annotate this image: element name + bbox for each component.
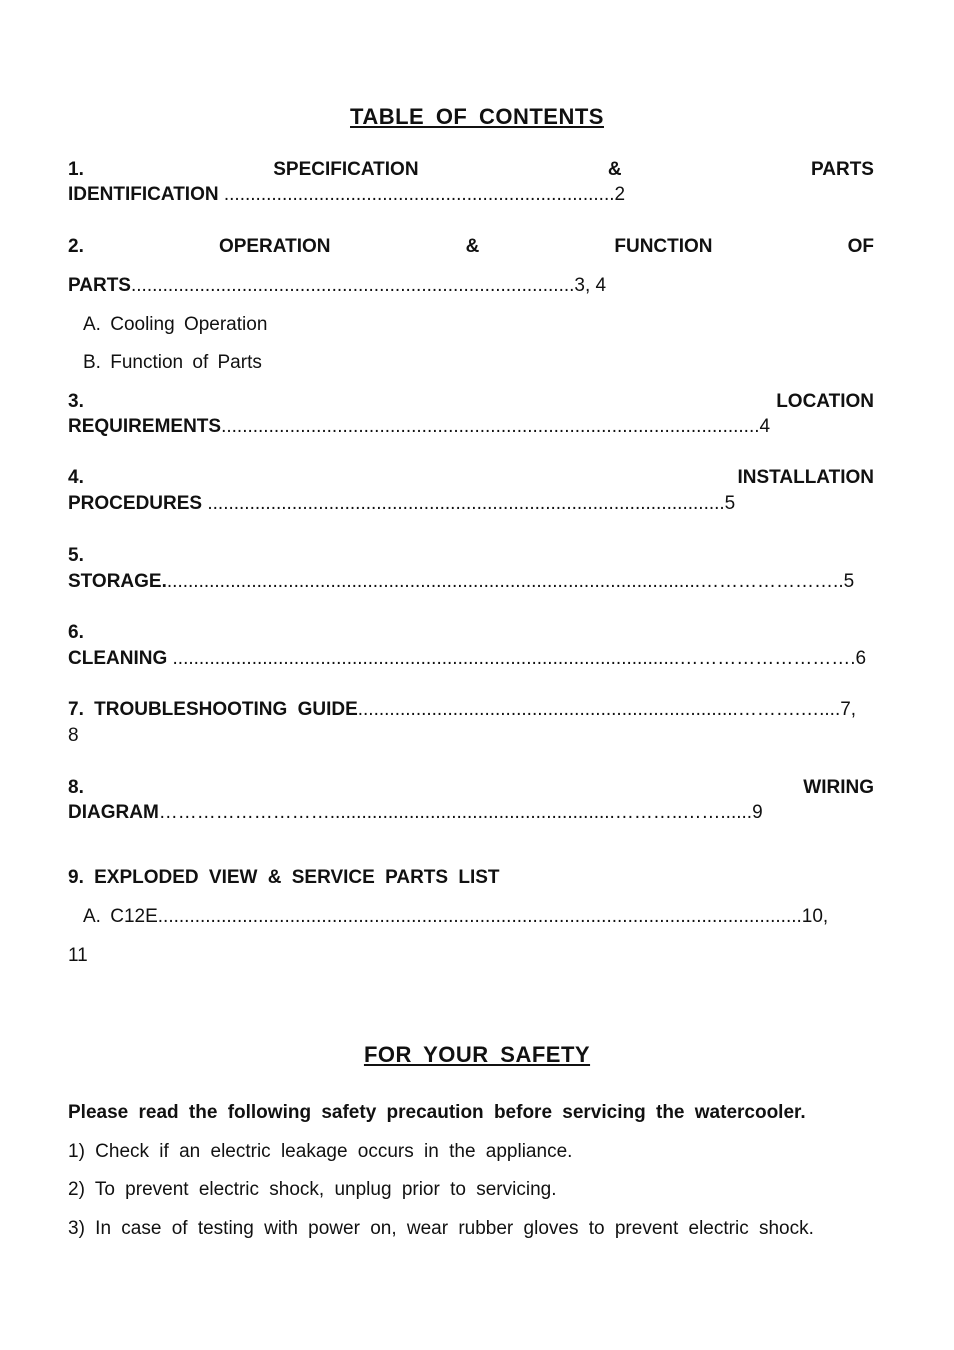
toc-entry-4-line2: PROCEDURES ..................................................................................................5 [68, 493, 736, 514]
toc-entry-1-line2: IDENTIFICATION ..........................................................................2 [68, 184, 626, 205]
toc-entry-7-line2: 8 [68, 725, 79, 746]
toc-entry-2-line1: 2. OPERATION & FUNCTION OF [68, 236, 874, 257]
safety-item: 1) Check if an electric leakage occurs in the appliance. [68, 1141, 573, 1162]
toc-title: TABLE OF CONTENTS [350, 104, 604, 129]
safety-item: 2) To prevent electric shock, unplug prior to servicing. [68, 1179, 557, 1200]
toc-entry-3-line2: REQUIREMENTS......................................................................................................4 [68, 416, 771, 437]
toc-entry-8-line1: 8. WIRING [68, 777, 874, 798]
toc-entry-1-line1: 1. SPECIFICATION & PARTS [68, 159, 874, 180]
toc-subitem: A. Cooling Operation [83, 314, 268, 335]
safety-intro: Please read the following safety precaution before servicing the watercooler. [68, 1102, 806, 1123]
toc-entry-3-line1: 3. LOCATION [68, 391, 874, 412]
toc-entry-7-line1: 7. TROUBLESHOOTING GUIDE........................................................................……….…....7, [68, 699, 857, 720]
toc-entry-5-line1: 5. [68, 545, 84, 566]
toc-entry-8-line2: DIAGRAM………………………......................................................………..……......9 [68, 802, 763, 823]
toc-entry-6-line2: CLEANING ................................................................................................……………………….6 [68, 648, 867, 669]
toc-entry-2-line2: PARTS....................................................................................3, 4 [68, 275, 607, 296]
toc-entry-9-subitem: A. C12E..........................................................................................................................10, [83, 906, 829, 927]
toc-entry-5-line2: STORAGE......................................................................................................…………………..5 [68, 571, 855, 592]
safety-item: 3) In case of testing with power on, wear rubber gloves to prevent electric shock. [68, 1218, 814, 1239]
safety-title: FOR YOUR SAFETY [363, 1042, 591, 1067]
toc-entry-9-continuation: 11 [68, 945, 88, 966]
toc-entry-9-line1: 9. EXPLODED VIEW & SERVICE PARTS LIST [68, 867, 500, 888]
toc-entry-6-line1: 6. [68, 622, 84, 643]
toc-subitem: B. Function of Parts [83, 352, 262, 373]
toc-entry-4-line1: 4. INSTALLATION [68, 467, 874, 488]
